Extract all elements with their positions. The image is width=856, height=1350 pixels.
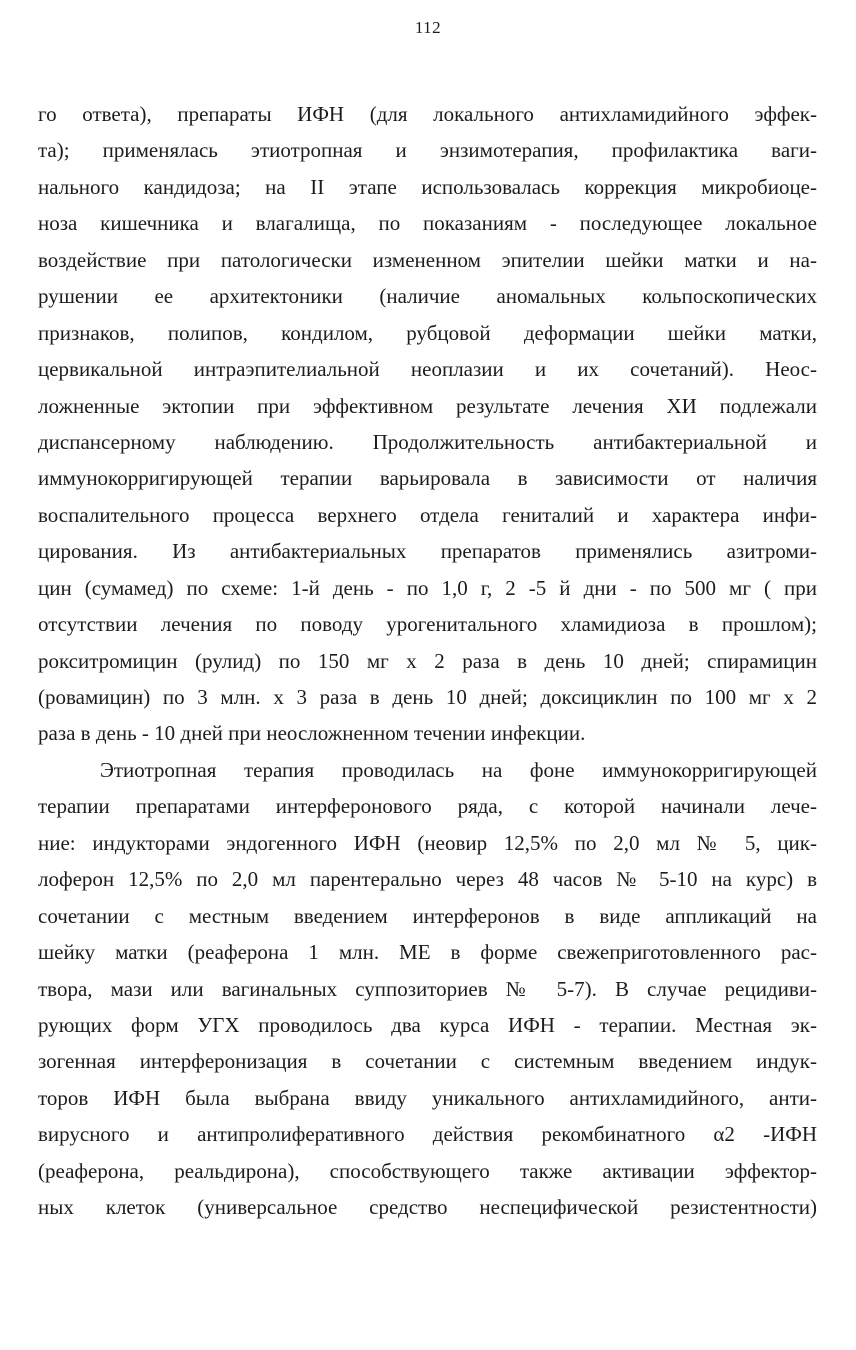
text-line: воспалительного процесса верхнего отдела гениталий и характера инфи- (38, 502, 817, 527)
text-line: диспансерному наблюдению. Продолжительность антибактериальной и (38, 429, 817, 454)
text-line: шейку матки (реаферона 1 млн. МЕ в форме свежеприготовленного рас- (38, 940, 817, 965)
text-line: рокситромицин (рулид) по 150 мг х 2 раза в день 10 дней; спирамицин (38, 648, 817, 673)
page-number: 112 (414, 18, 442, 37)
text-line: твора, мази или вагинальных суппозиториев № 5-7). В случае рецидиви- (38, 976, 817, 1001)
text-line: цин (сумамед) по схеме: 1-й день - по 1,0 г, 2 -5 й дни - по 500 мг ( при (38, 575, 817, 600)
text-line: нального кандидоза; на II этапе использовалась коррекция микробиоце- (38, 174, 817, 199)
text-line: рушении ее архитектоники (наличие аномальных кольпоскопических (38, 284, 817, 309)
document-body (38, 96, 817, 1226)
text-line: раза в день - 10 дней при неосложненном течении инфекции. (38, 721, 586, 746)
text-line: (реаферона, реальдирона), способствующего также активации эффектор- (38, 1158, 817, 1183)
paragraph-2 (38, 752, 817, 1226)
text-line: цервикальной интраэпителиальной неоплазии и их сочетаний). Неос- (38, 357, 817, 382)
paragraph-1 (38, 96, 817, 752)
text-line: ложненные эктопии при эффективном результате лечения ХИ подлежали (38, 393, 817, 418)
text-line: (ровамицин) по 3 млн. х 3 раза в день 10 дней; доксициклин по 100 мг х 2 (38, 685, 817, 709)
text-line: воздействие при патологически измененном эпителии шейки матки и на- (38, 247, 817, 272)
text-line: зогенная интерферонизация в сочетании с системным введением индук- (38, 1049, 817, 1074)
text-line: го ответа), препараты ИФН (для локального антихламидийного эффек- (38, 102, 817, 126)
text-line: вирусного и антипролиферативного действия рекомбинатного α2 -ИФН (38, 1122, 817, 1147)
text-line: отсутствии лечения по поводу урогенитального хламидиоза в прошлом); (38, 612, 817, 637)
text-line: рующих форм УГХ проводилось два курса ИФН - терапии. Местная эк- (38, 1012, 817, 1037)
text-line: торов ИФН была выбрана ввиду уникального антихламидийного, анти- (38, 1085, 817, 1110)
text-line: иммунокорригирующей терапии варьировала в зависимости от наличия (38, 466, 817, 491)
text-line: ных клеток (универсальное средство неспецифической резистентности) (38, 1195, 817, 1220)
text-line: цирования. Из антибактериальных препаратов применялись азитроми- (38, 539, 817, 564)
text-line: Этиотропная терапия проводилась на фоне иммунокорригирующей (100, 757, 817, 782)
text-line: ноза кишечника и влагалища, по показаниям - последующее локальное (38, 211, 817, 236)
text-line: признаков, полипов, кондилом, рубцовой деформации шейки матки, (38, 320, 817, 345)
text-line: лоферон 12,5% по 2,0 мл парентерально через 48 часов № 5-10 на курс) в (38, 867, 817, 892)
text-line: сочетании с местным введением интерферонов в виде аппликаций на (38, 903, 817, 928)
text-line: терапии препаратами интерферонового ряда, с которой начинали лече- (38, 794, 817, 819)
text-line: та); применялась этиотропная и энзимотерапия, профилактика ваги- (38, 138, 817, 163)
text-line: ние: индукторами эндогенного ИФН (неовир 12,5% по 2,0 мл № 5, цик- (38, 830, 817, 855)
